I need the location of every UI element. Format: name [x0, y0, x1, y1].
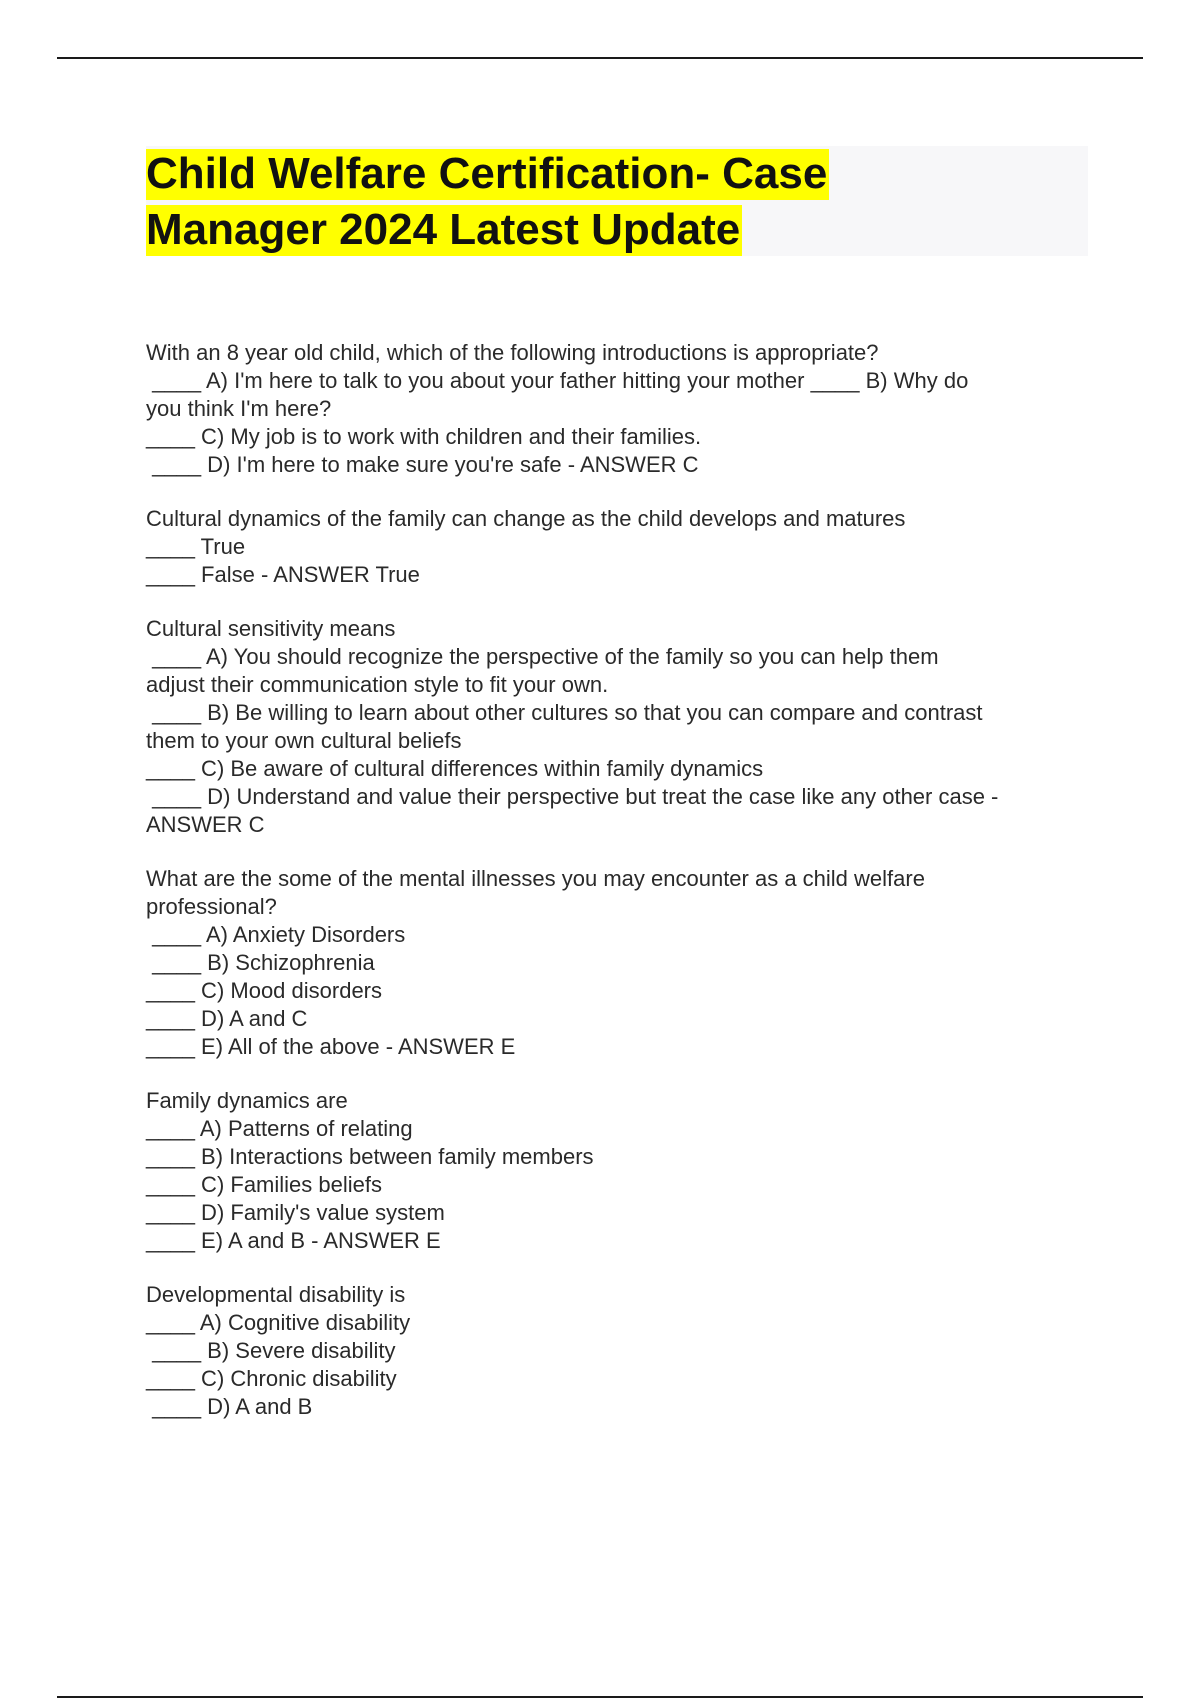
answer-option: ____ False - ANSWER True	[146, 562, 420, 587]
question-block	[146, 1087, 1096, 1255]
answer-option: ANSWER C	[146, 812, 265, 837]
answer-option: ____ B) Interactions between family members	[146, 1144, 594, 1169]
answer-option: ____ C) Be aware of cultural differences within family dynamics	[146, 756, 764, 781]
answer-option: ____ A) Anxiety Disorders	[146, 922, 406, 947]
answer-option: ____ A) Cognitive disability	[146, 1310, 411, 1335]
question-text: Cultural dynamics of the family can change as the child develops and matures	[146, 506, 906, 531]
answer-option: professional?	[146, 894, 277, 919]
answer-option: ____ E) A and B - ANSWER E	[146, 1228, 441, 1253]
answer-option: ____ B) Severe disability	[146, 1338, 396, 1363]
question-text: With an 8 year old child, which of the following introductions is appropriate?	[146, 340, 879, 365]
answer-option: ____ D) Understand and value their perspective but treat the case like any other case -	[146, 784, 999, 809]
question-text: Developmental disability is	[146, 1282, 406, 1307]
question-block	[146, 865, 1096, 1061]
question-list	[146, 339, 1096, 1447]
answer-option: ____ C) Mood disorders	[146, 978, 383, 1003]
top-rule	[57, 57, 1143, 59]
bottom-rule	[57, 1696, 1143, 1698]
question-block	[146, 615, 1096, 839]
question-text: Family dynamics are	[146, 1088, 348, 1113]
answer-option: ____ B) Be willing to learn about other cultures so that you can compare and contrast	[146, 700, 983, 725]
question-text: Cultural sensitivity means	[146, 616, 396, 641]
question-text: What are the some of the mental illnesses you may encounter as a child welfare	[146, 866, 925, 891]
question-block	[146, 1281, 1096, 1421]
answer-option: ____ D) I'm here to make sure you're safe - ANSWER C	[146, 452, 699, 477]
question-block	[146, 339, 1096, 479]
answer-option: ____ C) My job is to work with children and their families.	[146, 424, 702, 449]
title-block	[146, 146, 1088, 256]
answer-option: ____ C) Chronic disability	[146, 1366, 397, 1391]
answer-option: ____ D) A and C	[146, 1006, 308, 1031]
answer-option: ____ D) A and B	[146, 1394, 313, 1419]
answer-option: ____ E) All of the above - ANSWER E	[146, 1034, 516, 1059]
title-line-2: Manager 2024 Latest Update	[146, 205, 741, 254]
answer-option: ____ C) Families beliefs	[146, 1172, 382, 1197]
answer-option: ____ A) Patterns of relating	[146, 1116, 413, 1141]
answer-option: ____ A) I'm here to talk to you about your father hitting your mother ____ B) Why do	[146, 368, 969, 393]
answer-option: them to your own cultural beliefs	[146, 728, 462, 753]
document-title	[146, 146, 1088, 258]
answer-option: ____ D) Family's value system	[146, 1200, 445, 1225]
answer-option: ____ B) Schizophrenia	[146, 950, 375, 975]
answer-option: ____ A) You should recognize the perspective of the family so you can help them	[146, 644, 939, 669]
title-line-1: Child Welfare Certification- Case	[146, 149, 828, 198]
question-block	[146, 505, 1096, 589]
answer-option: you think I'm here?	[146, 396, 332, 421]
answer-option: adjust their communication style to fit your own.	[146, 672, 609, 697]
answer-option: ____ True	[146, 534, 246, 559]
